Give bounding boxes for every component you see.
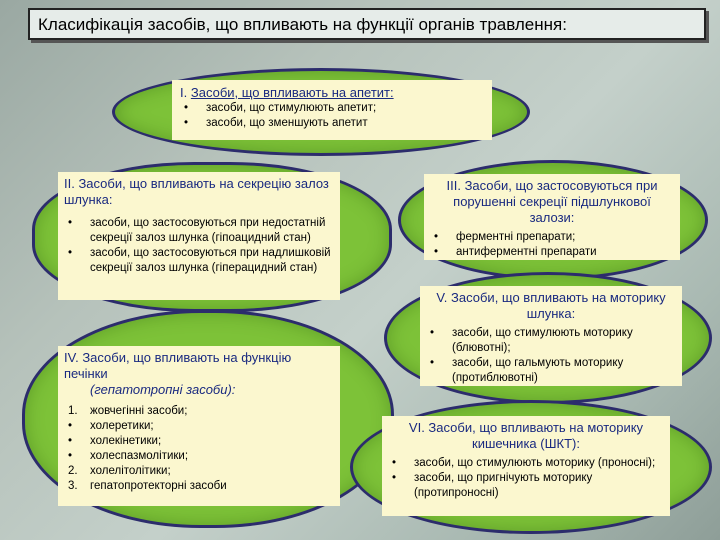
- block-appetite: [172, 80, 492, 140]
- list-item: • засоби, що зменшують апетит: [184, 117, 368, 129]
- list-item: 1. жовчегінні засоби;: [68, 405, 188, 417]
- list-item: • засоби, що стимулюють моторику (блювотні);: [430, 327, 633, 354]
- block-intestine-motility: [382, 416, 670, 516]
- block-pancreas-title: ІІІ. Засоби, що застосовуються при порушенні секреції підшлункової залози:: [446, 178, 658, 225]
- block-liver: [58, 346, 340, 506]
- list-item: • антиферментні препарати: [434, 246, 597, 258]
- list-item: 2. холелітолітики;: [68, 465, 171, 477]
- page-title: Класифікація засобів, що впливають на функції органів травлення:: [38, 15, 567, 34]
- block-stomach-motility: [420, 286, 682, 386]
- list-item: • засоби, що застосовуються при недостатній секреції залоз шлунка (гіпоацидний стан): [68, 217, 326, 244]
- block-intestine-motility-title: VI. Засоби, що впливають на моторику кишечника (ШКТ):: [408, 420, 644, 451]
- list-item: • засоби, що стимулюють апетит;: [184, 102, 377, 114]
- list-item: • засоби, що пригнічують моторику (протипроносні): [392, 472, 593, 499]
- list-item: • холеспазмолітики;: [68, 450, 189, 462]
- block-appetite-title: Засоби, що впливають на апетит:: [190, 85, 394, 100]
- list-item: • засоби, що застосовуються при надлишковій секреції залоз шлунка (гіперацидний стан): [68, 247, 331, 274]
- block-liver-title: IV. Засоби, що впливають на функцію печінки: [64, 350, 292, 381]
- block-gastric-secretion: [58, 172, 340, 300]
- block-liver-subtitle: (гепатотропні засоби):: [90, 382, 236, 397]
- list-item: • ферментні препарати;: [434, 231, 576, 243]
- list-item: 3. гепатопротекторні засоби: [68, 480, 227, 492]
- block-gastric-secretion-title: II. Засоби, що впливають на секрецію залоз шлунка:: [64, 176, 329, 207]
- title-bar: [28, 8, 706, 40]
- block-pancreas: [424, 174, 680, 260]
- block-stomach-motility-title: V. Засоби, що впливають на моторику шлунка:: [436, 290, 666, 321]
- list-item: • засоби, що гальмують моторику (протиблювотні): [430, 357, 624, 384]
- list-item: • холекінетики;: [68, 435, 162, 447]
- list-item: • засоби, що стимулюють моторику (проносні);: [392, 457, 656, 469]
- block-appetite-num: I.: [180, 85, 188, 100]
- list-item: • холеретики;: [68, 420, 154, 432]
